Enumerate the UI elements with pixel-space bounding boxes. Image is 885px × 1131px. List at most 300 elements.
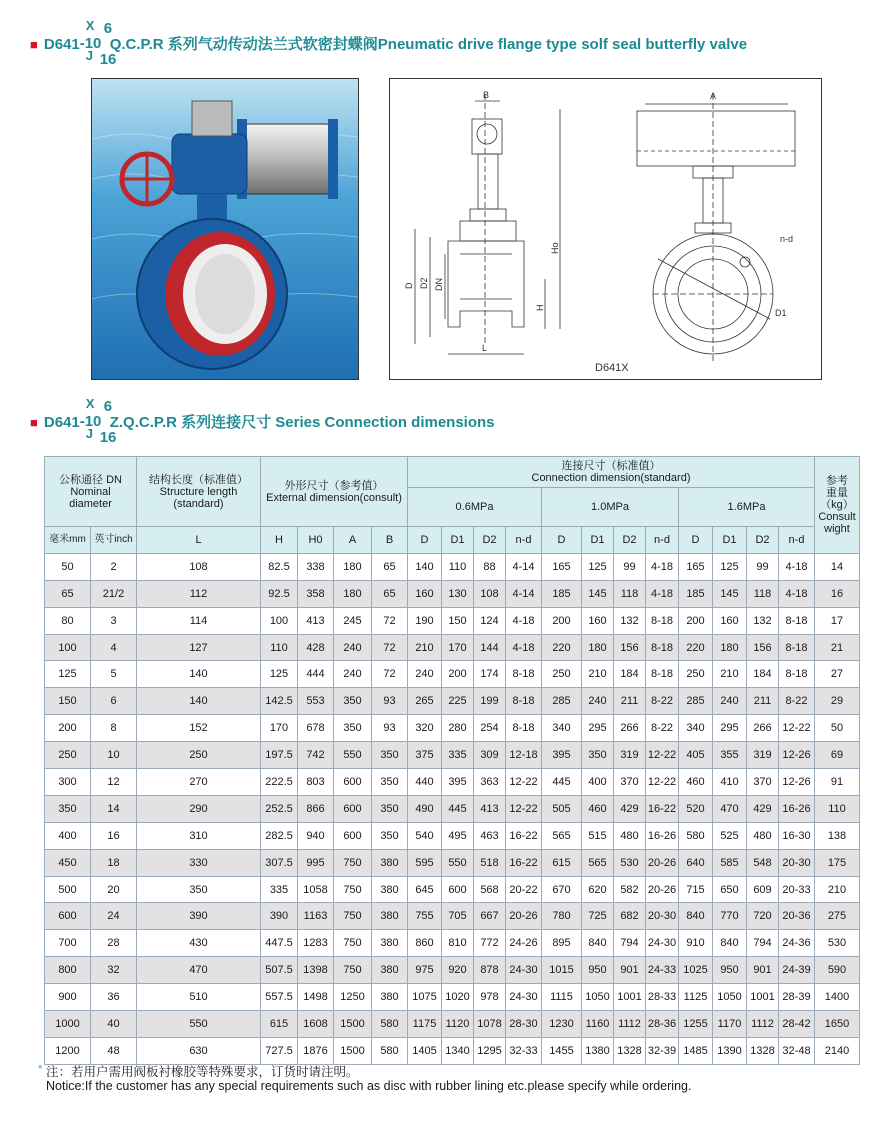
table-cell: 254 (474, 715, 506, 742)
table-cell: 72 (372, 661, 408, 688)
table-cell: 28-36 (646, 1011, 679, 1038)
table-cell: 156 (747, 634, 779, 661)
table-cell: 550 (442, 849, 474, 876)
table-cell: 667 (474, 903, 506, 930)
table-cell: 145 (582, 580, 614, 607)
table-cell: 82.5 (261, 553, 298, 580)
table-cell: 199 (474, 688, 506, 715)
table-cell: 12-22 (506, 795, 542, 822)
table-cell: 250 (542, 661, 582, 688)
table-cell: 32 (91, 957, 137, 984)
table-cell: 803 (298, 769, 334, 796)
table-cell: 866 (298, 795, 334, 822)
table-cell: 20-26 (506, 903, 542, 930)
table-cell: 1112 (614, 1011, 646, 1038)
table-cell: 20-26 (646, 849, 679, 876)
table-cell: 110 (442, 553, 474, 580)
table-cell: 250 (137, 742, 261, 769)
table-cell: 210 (408, 634, 442, 661)
table-cell: 794 (747, 930, 779, 957)
table-cell: 118 (614, 580, 646, 607)
table-cell: 350 (372, 822, 408, 849)
table-cell: 390 (261, 903, 298, 930)
table-cell: 165 (679, 553, 713, 580)
table-cell: 755 (408, 903, 442, 930)
table-cell: 27 (815, 661, 860, 688)
col-D1: D1 (582, 527, 614, 554)
table-cell: 72 (372, 607, 408, 634)
header-pressure-16: 1.6MPa (679, 488, 815, 527)
table-cell: 463 (474, 822, 506, 849)
table-cell: 470 (137, 957, 261, 984)
page-title: ■ D641 X -10 J 6 16 Q.C.P.R 系列气动传动法兰式软密封蝶阀Pneumatic drive flange type solf seal butterfly valve (30, 18, 748, 68)
table-cell: 200 (45, 715, 91, 742)
table-cell: 5 (91, 661, 137, 688)
table-cell: 12-22 (646, 769, 679, 796)
table-cell: 65 (45, 580, 91, 607)
table-cell: 920 (442, 957, 474, 984)
table-cell: 285 (542, 688, 582, 715)
table-cell: 180 (582, 634, 614, 661)
svg-text:H: H (535, 304, 545, 311)
col-H0: H0 (298, 527, 334, 554)
table-cell: 1328 (747, 1037, 779, 1064)
table-cell: 50 (45, 553, 91, 580)
table-row (45, 849, 860, 876)
table-cell: 174 (474, 661, 506, 688)
table-cell: 700 (45, 930, 91, 957)
table-cell: 510 (137, 984, 261, 1011)
table-cell: 1170 (713, 1011, 747, 1038)
table-cell: 8-18 (506, 715, 542, 742)
table-cell: 65 (372, 553, 408, 580)
col-D2: D2 (747, 527, 779, 554)
table-cell: 114 (137, 607, 261, 634)
table-row (45, 957, 860, 984)
table-cell: 93 (372, 715, 408, 742)
table-cell: 840 (582, 930, 614, 957)
table-cell: 350 (582, 742, 614, 769)
table-cell: 100 (261, 607, 298, 634)
table-cell: 245 (334, 607, 372, 634)
table-cell: 140 (408, 553, 442, 580)
table-cell: 24-30 (646, 930, 679, 957)
table-cell: 335 (261, 876, 298, 903)
table-cell: 363 (474, 769, 506, 796)
table-cell: 780 (542, 903, 582, 930)
table-cell: 28-42 (779, 1011, 815, 1038)
table-cell: 4 (91, 634, 137, 661)
table-cell: 350 (334, 688, 372, 715)
table-cell: 390 (137, 903, 261, 930)
table-cell: 505 (542, 795, 582, 822)
table-cell: 1120 (442, 1011, 474, 1038)
table-cell: 20-30 (646, 903, 679, 930)
table-cell: 2 (91, 553, 137, 580)
table-cell: 175 (815, 849, 860, 876)
table-cell: 4-18 (506, 634, 542, 661)
table-cell: 1650 (815, 1011, 860, 1038)
table-cell: 518 (474, 849, 506, 876)
table-cell: 682 (614, 903, 646, 930)
table-cell: 565 (542, 822, 582, 849)
svg-text:n-d: n-d (780, 234, 794, 244)
table-cell: 18 (91, 849, 137, 876)
table-cell: 145 (713, 580, 747, 607)
table-cell: 220 (679, 634, 713, 661)
table-cell: 470 (713, 795, 747, 822)
table-cell: 670 (542, 876, 582, 903)
table-cell: 520 (679, 795, 713, 822)
table-row (45, 634, 860, 661)
table-cell: 8-18 (506, 688, 542, 715)
table-cell: 582 (614, 876, 646, 903)
table-cell: 445 (542, 769, 582, 796)
table-cell: 565 (582, 849, 614, 876)
table-cell: 1498 (298, 984, 334, 1011)
table-cell: 140 (137, 661, 261, 688)
table-cell: 525 (713, 822, 747, 849)
table-cell: 1390 (713, 1037, 747, 1064)
table-cell: 24-26 (506, 930, 542, 957)
table-cell: 265 (408, 688, 442, 715)
table-cell: 100 (45, 634, 91, 661)
table-cell: 20-26 (646, 876, 679, 903)
table-row (45, 688, 860, 715)
table-cell: 480 (747, 822, 779, 849)
table-row (45, 1011, 860, 1038)
table-cell: 500 (45, 876, 91, 903)
col-nd: n-d (506, 527, 542, 554)
header-pressure-06: 0.6MPa (408, 488, 542, 527)
table-cell: 1340 (442, 1037, 474, 1064)
table-cell: 252.5 (261, 795, 298, 822)
table-cell: 4-18 (506, 607, 542, 634)
table-cell: 550 (137, 1011, 261, 1038)
table-cell: 590 (815, 957, 860, 984)
table-cell: 12-26 (779, 769, 815, 796)
table-cell: 8-22 (646, 715, 679, 742)
table-cell: 28-30 (506, 1011, 542, 1038)
table-cell: 370 (747, 769, 779, 796)
table-row (45, 661, 860, 688)
table-cell: 580 (372, 1011, 408, 1038)
table-cell: 1295 (474, 1037, 506, 1064)
svg-text:B: B (483, 90, 490, 100)
table-cell: 600 (442, 876, 474, 903)
table-cell: 144 (474, 634, 506, 661)
table-cell: 840 (679, 903, 713, 930)
table-cell: 12-22 (779, 715, 815, 742)
table-cell: 750 (334, 849, 372, 876)
table-cell: 8-18 (646, 607, 679, 634)
table-cell: 48 (91, 1037, 137, 1064)
table-cell: 20-33 (779, 876, 815, 903)
table-cell: 16-22 (506, 849, 542, 876)
table-cell: 110 (261, 634, 298, 661)
table-cell: 24-30 (506, 957, 542, 984)
table-cell: 180 (713, 634, 747, 661)
table-cell: 860 (408, 930, 442, 957)
table-cell: 132 (614, 607, 646, 634)
table-cell: 1230 (542, 1011, 582, 1038)
table-cell: 99 (614, 553, 646, 580)
table-cell: 1000 (45, 1011, 91, 1038)
table-cell: 620 (582, 876, 614, 903)
table-cell: 285 (679, 688, 713, 715)
table-cell: 715 (679, 876, 713, 903)
table-cell: 222.5 (261, 769, 298, 796)
table-cell: 1115 (542, 984, 582, 1011)
table-cell: 275 (815, 903, 860, 930)
table-cell: 1050 (582, 984, 614, 1011)
table-cell: 16-26 (779, 795, 815, 822)
table-cell: 290 (137, 795, 261, 822)
table-cell: 125 (713, 553, 747, 580)
table-cell: 725 (582, 903, 614, 930)
table-row (45, 876, 860, 903)
table-cell: 340 (679, 715, 713, 742)
table-cell: 282.5 (261, 822, 298, 849)
header-pressure-10: 1.0MPa (542, 488, 679, 527)
table-cell: 750 (334, 957, 372, 984)
table-cell: 295 (582, 715, 614, 742)
table-cell: 160 (582, 607, 614, 634)
col-D1: D1 (442, 527, 474, 554)
table-cell: 40 (91, 1011, 137, 1038)
table-cell: 530 (614, 849, 646, 876)
table-cell: 72 (372, 634, 408, 661)
table-cell: 200 (442, 661, 474, 688)
svg-text:L: L (482, 343, 488, 353)
table-cell: 395 (442, 769, 474, 796)
svg-text:D2: D2 (419, 277, 429, 289)
table-cell: 14 (815, 553, 860, 580)
table-cell: 895 (542, 930, 582, 957)
table-cell: 10 (91, 742, 137, 769)
table-cell: 165 (542, 553, 582, 580)
table-cell: 160 (713, 607, 747, 634)
table-cell: 380 (372, 984, 408, 1011)
table-cell: 110 (815, 795, 860, 822)
table-cell: 20 (91, 876, 137, 903)
note-chinese: • 注：若用户需用阀板衬橡胶等特殊要求，订货时请注明。 (38, 1060, 359, 1079)
table-cell: 1160 (582, 1011, 614, 1038)
table-cell: 99 (747, 553, 779, 580)
table-cell: 266 (747, 715, 779, 742)
table-cell: 1050 (713, 984, 747, 1011)
table-cell: 12-26 (779, 742, 815, 769)
table-cell: 350 (334, 715, 372, 742)
table-cell: 1500 (334, 1037, 372, 1064)
table-cell: 800 (45, 957, 91, 984)
title-text: Q.C.P.R 系列气动传动法兰式软密封蝶阀Pneumatic drive flange type solf seal butterfly valve (109, 35, 748, 53)
table-cell: 340 (542, 715, 582, 742)
table-cell: 1328 (614, 1037, 646, 1064)
table-cell: 220 (542, 634, 582, 661)
table-row (45, 795, 860, 822)
table-cell: 184 (747, 661, 779, 688)
table-cell: 350 (45, 795, 91, 822)
table-cell: 16-26 (646, 822, 679, 849)
table-cell: 32-48 (779, 1037, 815, 1064)
table-cell: 901 (614, 957, 646, 984)
table-cell: 4-14 (506, 553, 542, 580)
table-cell: 29 (815, 688, 860, 715)
table-cell: 350 (372, 795, 408, 822)
table-cell: 413 (298, 607, 334, 634)
table-cell: 615 (542, 849, 582, 876)
table-cell: 88 (474, 553, 506, 580)
table-cell: 8-18 (779, 661, 815, 688)
table-cell: 280 (442, 715, 474, 742)
table-cell: 1400 (815, 984, 860, 1011)
table-cell: 240 (582, 688, 614, 715)
table-cell: 550 (334, 742, 372, 769)
table-cell: 350 (372, 769, 408, 796)
table-cell: 240 (713, 688, 747, 715)
table-cell: 460 (582, 795, 614, 822)
table-cell: 91 (815, 769, 860, 796)
table-cell: 28-39 (779, 984, 815, 1011)
col-L: L (137, 527, 261, 554)
table-cell: 1255 (679, 1011, 713, 1038)
table-cell: 190 (408, 607, 442, 634)
table-cell: 17 (815, 607, 860, 634)
table-cell: 395 (542, 742, 582, 769)
table-cell: 1125 (679, 984, 713, 1011)
table-cell: 185 (542, 580, 582, 607)
col-D1: D1 (713, 527, 747, 554)
table-cell: 1405 (408, 1037, 442, 1064)
table-cell: 413 (474, 795, 506, 822)
table-cell: 20-36 (779, 903, 815, 930)
table-cell: 266 (614, 715, 646, 742)
table-cell: 428 (298, 634, 334, 661)
table-cell: 742 (298, 742, 334, 769)
table-cell: 530 (815, 930, 860, 957)
table-cell: 4-18 (646, 580, 679, 607)
table-cell: 28 (91, 930, 137, 957)
table-cell: 447.5 (261, 930, 298, 957)
table-cell: 93 (372, 688, 408, 715)
table-cell: 270 (137, 769, 261, 796)
table-cell: 335 (442, 742, 474, 769)
table-cell: 1250 (334, 984, 372, 1011)
table-cell: 429 (747, 795, 779, 822)
col-H: H (261, 527, 298, 554)
table-row (45, 742, 860, 769)
header-connection-dimension: 连接尺寸（标准值） Connection dimension(standard) (408, 457, 815, 488)
table-cell: 1112 (747, 1011, 779, 1038)
title-fraction: X -10 J (79, 18, 102, 63)
table-cell: 950 (582, 957, 614, 984)
valve-photo (91, 78, 359, 380)
table-cell: 185 (679, 580, 713, 607)
table-cell: 720 (747, 903, 779, 930)
dimensions-table (44, 456, 860, 1065)
table-cell: 600 (45, 903, 91, 930)
col-mm: 毫米mm (45, 527, 91, 554)
table-cell: 450 (45, 849, 91, 876)
table-cell: 1200 (45, 1037, 91, 1064)
table-cell: 900 (45, 984, 91, 1011)
table-cell: 330 (137, 849, 261, 876)
table-cell: 370 (614, 769, 646, 796)
table-cell: 20-30 (779, 849, 815, 876)
table-cell: 8-22 (646, 688, 679, 715)
table-cell: 553 (298, 688, 334, 715)
table-cell: 210 (815, 876, 860, 903)
table-cell: 750 (334, 903, 372, 930)
drawing-label: D641X (595, 362, 629, 374)
table-cell: 380 (372, 903, 408, 930)
table-cell: 125 (582, 553, 614, 580)
header-structure-length: 结构长度（标准值） Structure length (standard) (137, 457, 261, 527)
table-cell: 4-18 (779, 580, 815, 607)
table-cell: 8 (91, 715, 137, 742)
table-cell: 130 (442, 580, 474, 607)
table-cell: 630 (137, 1037, 261, 1064)
table-cell: 140 (137, 688, 261, 715)
table-cell: 380 (372, 957, 408, 984)
table-cell: 1175 (408, 1011, 442, 1038)
table-cell: 138 (815, 822, 860, 849)
table-cell: 160 (408, 580, 442, 607)
col-nd: n-d (646, 527, 679, 554)
table-cell: 50 (815, 715, 860, 742)
table-cell: 142.5 (261, 688, 298, 715)
table-cell: 4-14 (506, 580, 542, 607)
table-cell: 540 (408, 822, 442, 849)
table-cell: 4-18 (646, 553, 679, 580)
table-cell: 350 (372, 742, 408, 769)
table-cell: 640 (679, 849, 713, 876)
title-model: D641 (43, 35, 80, 53)
table-cell: 150 (442, 607, 474, 634)
table-cell: 16 (815, 580, 860, 607)
table-cell: 210 (582, 661, 614, 688)
table-cell: 810 (442, 930, 474, 957)
table-cell: 1163 (298, 903, 334, 930)
table-row (45, 984, 860, 1011)
table-cell: 20-22 (506, 876, 542, 903)
table-cell: 609 (747, 876, 779, 903)
table-cell: 69 (815, 742, 860, 769)
table-cell: 1876 (298, 1037, 334, 1064)
table-cell: 405 (679, 742, 713, 769)
table-cell: 320 (408, 715, 442, 742)
table-cell: 65 (372, 580, 408, 607)
table-row (45, 553, 860, 580)
table-cell: 490 (408, 795, 442, 822)
table-cell: 585 (713, 849, 747, 876)
table-cell: 32-33 (506, 1037, 542, 1064)
table-cell: 375 (408, 742, 442, 769)
table-cell: 240 (408, 661, 442, 688)
table-cell: 600 (334, 795, 372, 822)
table-cell: 184 (614, 661, 646, 688)
table-cell: 118 (747, 580, 779, 607)
note-english: Notice:If the customer has any special requirements such as disc with rubber lining etc.please specify while ordering. (46, 1079, 692, 1093)
table-row (45, 715, 860, 742)
table-cell: 338 (298, 553, 334, 580)
table-cell: 400 (45, 822, 91, 849)
table-cell: 995 (298, 849, 334, 876)
table-cell: 380 (372, 849, 408, 876)
bullet-icon: ■ (30, 36, 38, 52)
table-cell: 24-33 (646, 957, 679, 984)
